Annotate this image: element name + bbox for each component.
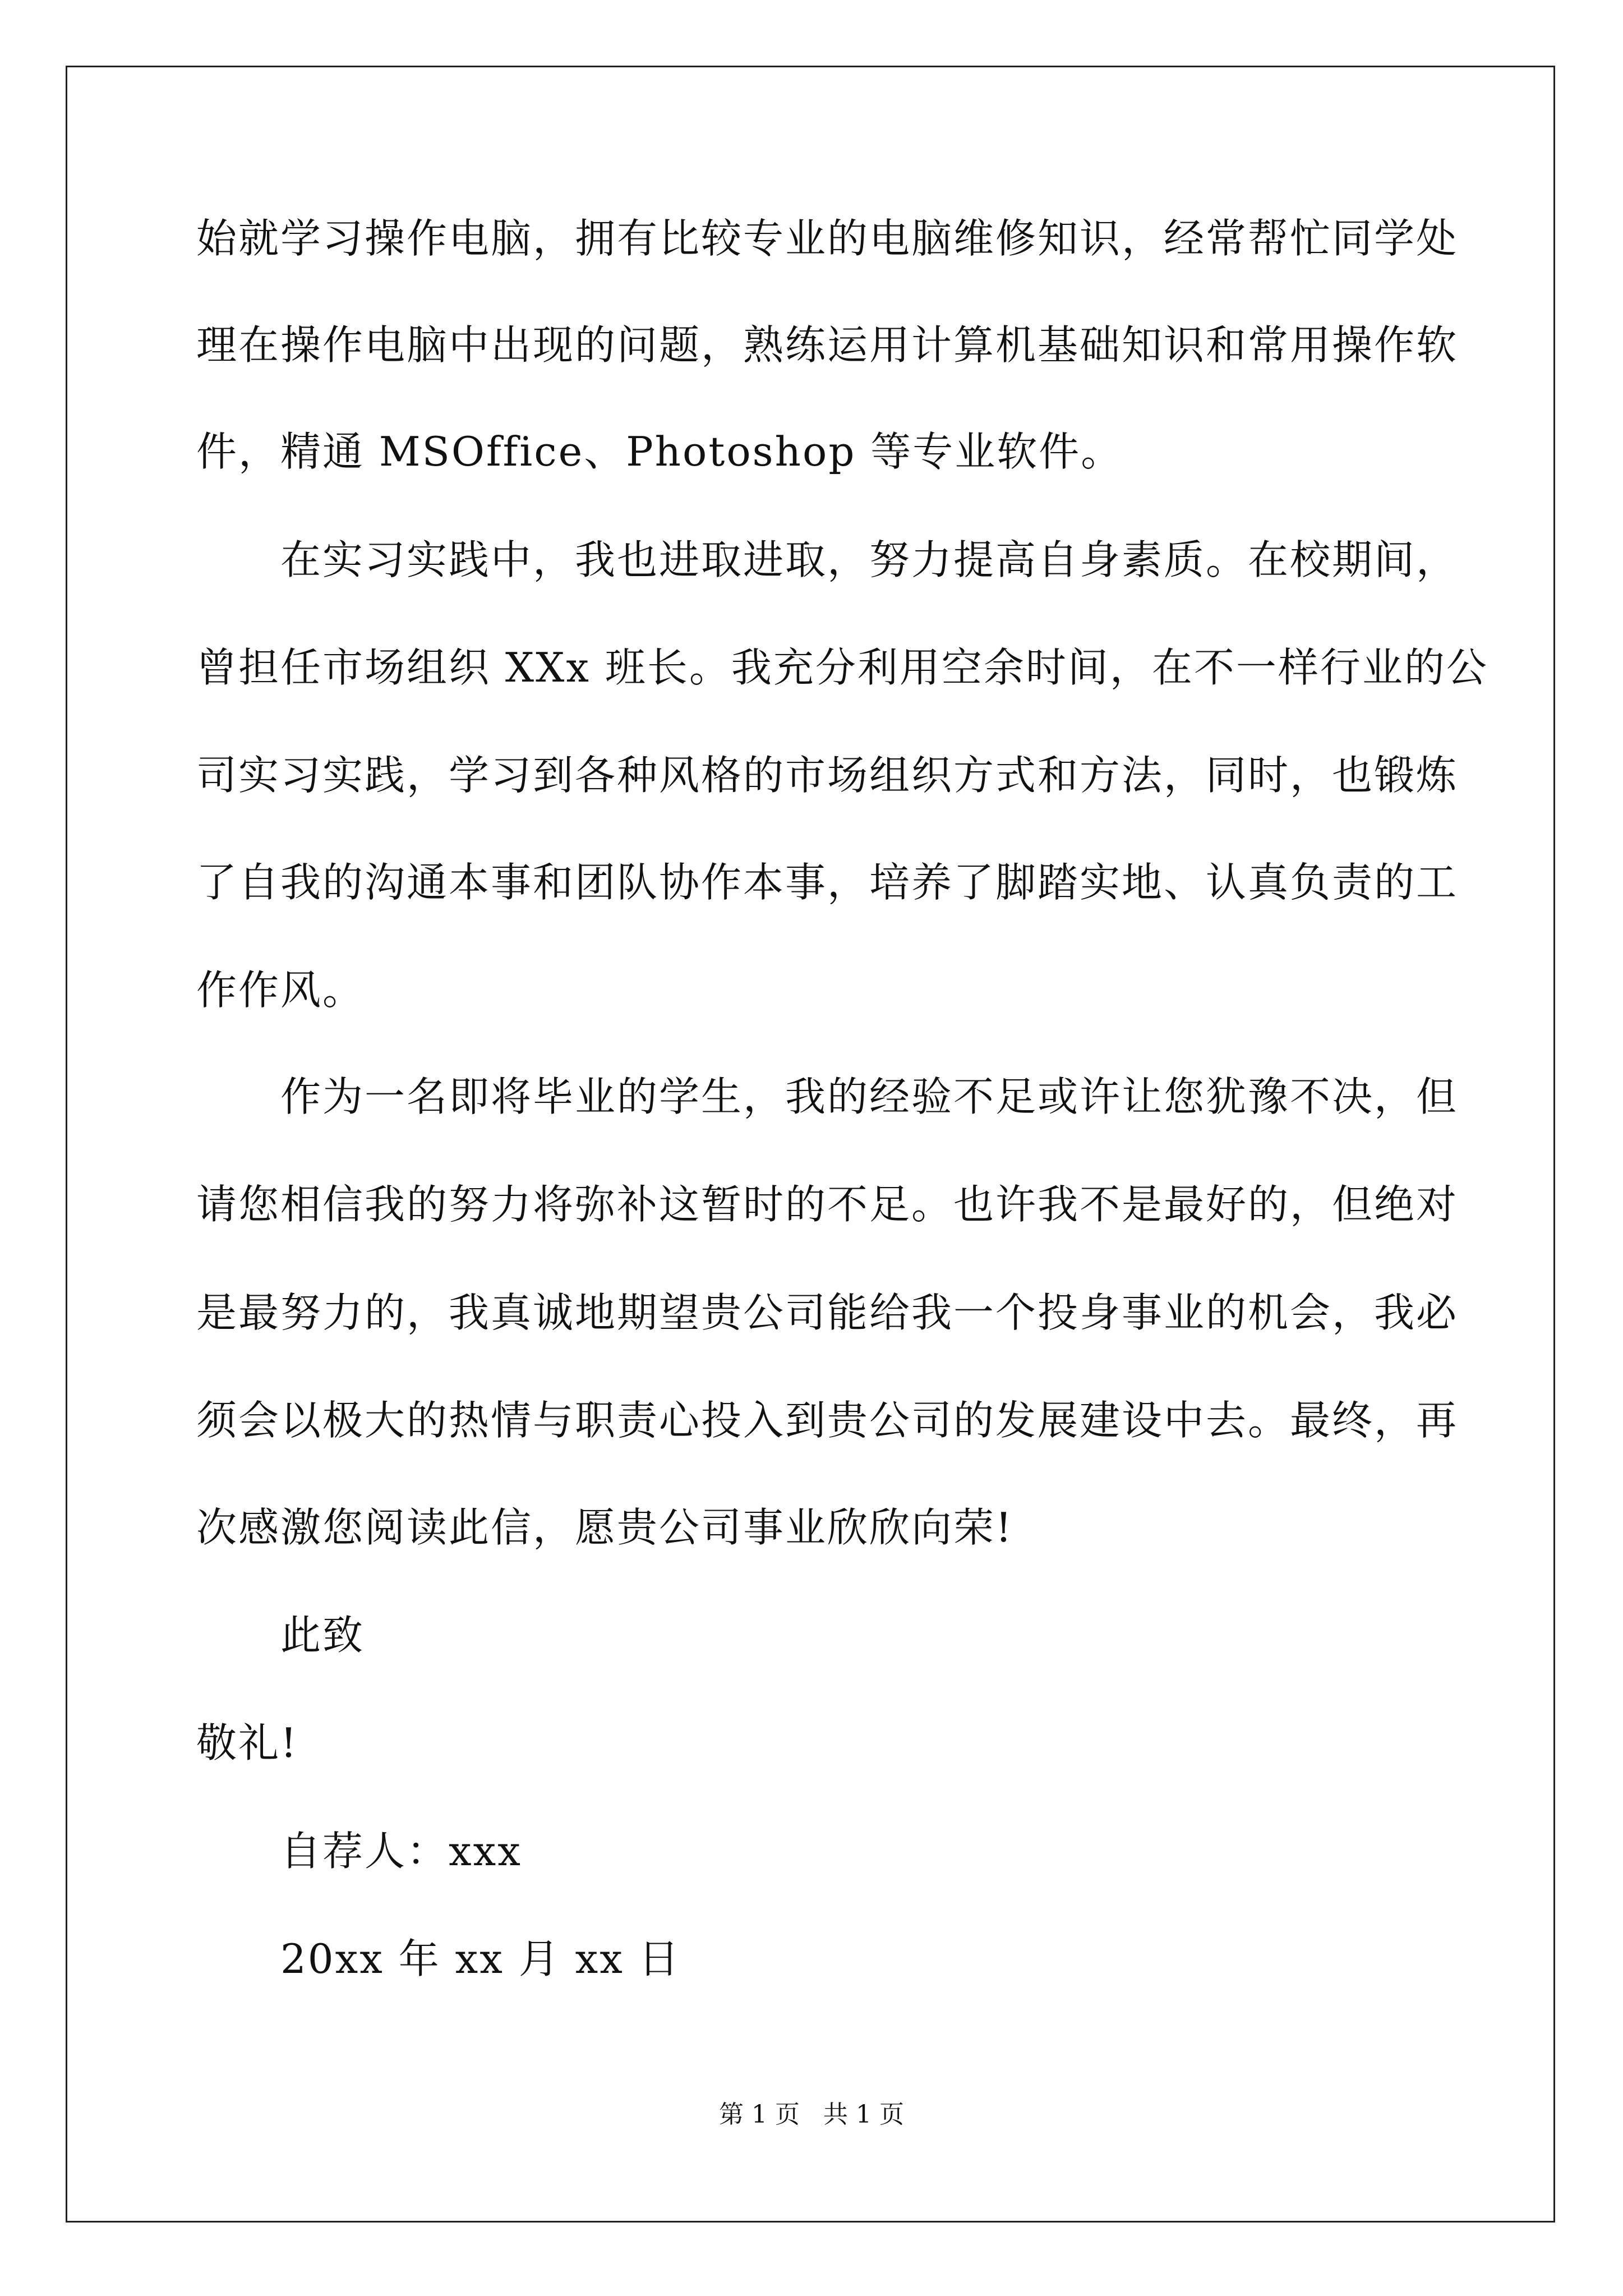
paragraph-line: 次感激您阅读此信，愿贵公司事业欣欣向荣!	[196, 1504, 1013, 1551]
paragraph-line: 请您相信我的努力将弥补这暂时的不足。也许我不是最好的，但绝对	[196, 1181, 1459, 1228]
paragraph-line: 理在操作电脑中出现的问题，熟练运用计算机基础知识和常用操作软	[196, 321, 1459, 369]
signature-line: 自荐人：xxx	[280, 1828, 522, 1875]
page-number-footer: 第 1 页 共 1 页	[719, 2100, 904, 2129]
paragraph-line: 在实习实践中，我也进取进取，努力提高自身素质。在校期间，	[280, 536, 1459, 583]
page-border	[66, 66, 1555, 2223]
paragraph-line: 须会以极大的热情与职责心投入到贵公司的发展建设中去。最终，再	[196, 1397, 1459, 1444]
paragraph-line: 件，精通 MSOffice、Photoshop 等专业软件。	[196, 428, 1123, 475]
paragraph-line: 作作风。	[196, 967, 365, 1014]
closing-regards: 敬礼!	[196, 1719, 298, 1766]
paragraph-line: 作为一名即将毕业的学生，我的经验不足或许让您犹豫不决，但	[280, 1073, 1459, 1120]
closing-salutation: 此致	[280, 1612, 365, 1659]
paragraph-line: 始就学习操作电脑，拥有比较专业的电脑维修知识，经常帮忙同学处	[196, 215, 1459, 262]
date-line: 20xx 年 xx 月 xx 日	[280, 1935, 681, 1982]
paragraph-line: 了自我的沟通本事和团队协作本事，培养了脚踏实地、认真负责的工	[196, 859, 1459, 906]
paragraph-line: 是最努力的，我真诚地期望贵公司能给我一个投身事业的机会，我必	[196, 1289, 1459, 1336]
paragraph-line: 司实习实践，学习到各种风格的市场组织方式和方法，同时，也锻炼	[196, 752, 1459, 799]
paragraph-line: 曾担任市场组织 XXx 班长。我充分利用空余时间，在不一样行业的公	[196, 644, 1488, 691]
